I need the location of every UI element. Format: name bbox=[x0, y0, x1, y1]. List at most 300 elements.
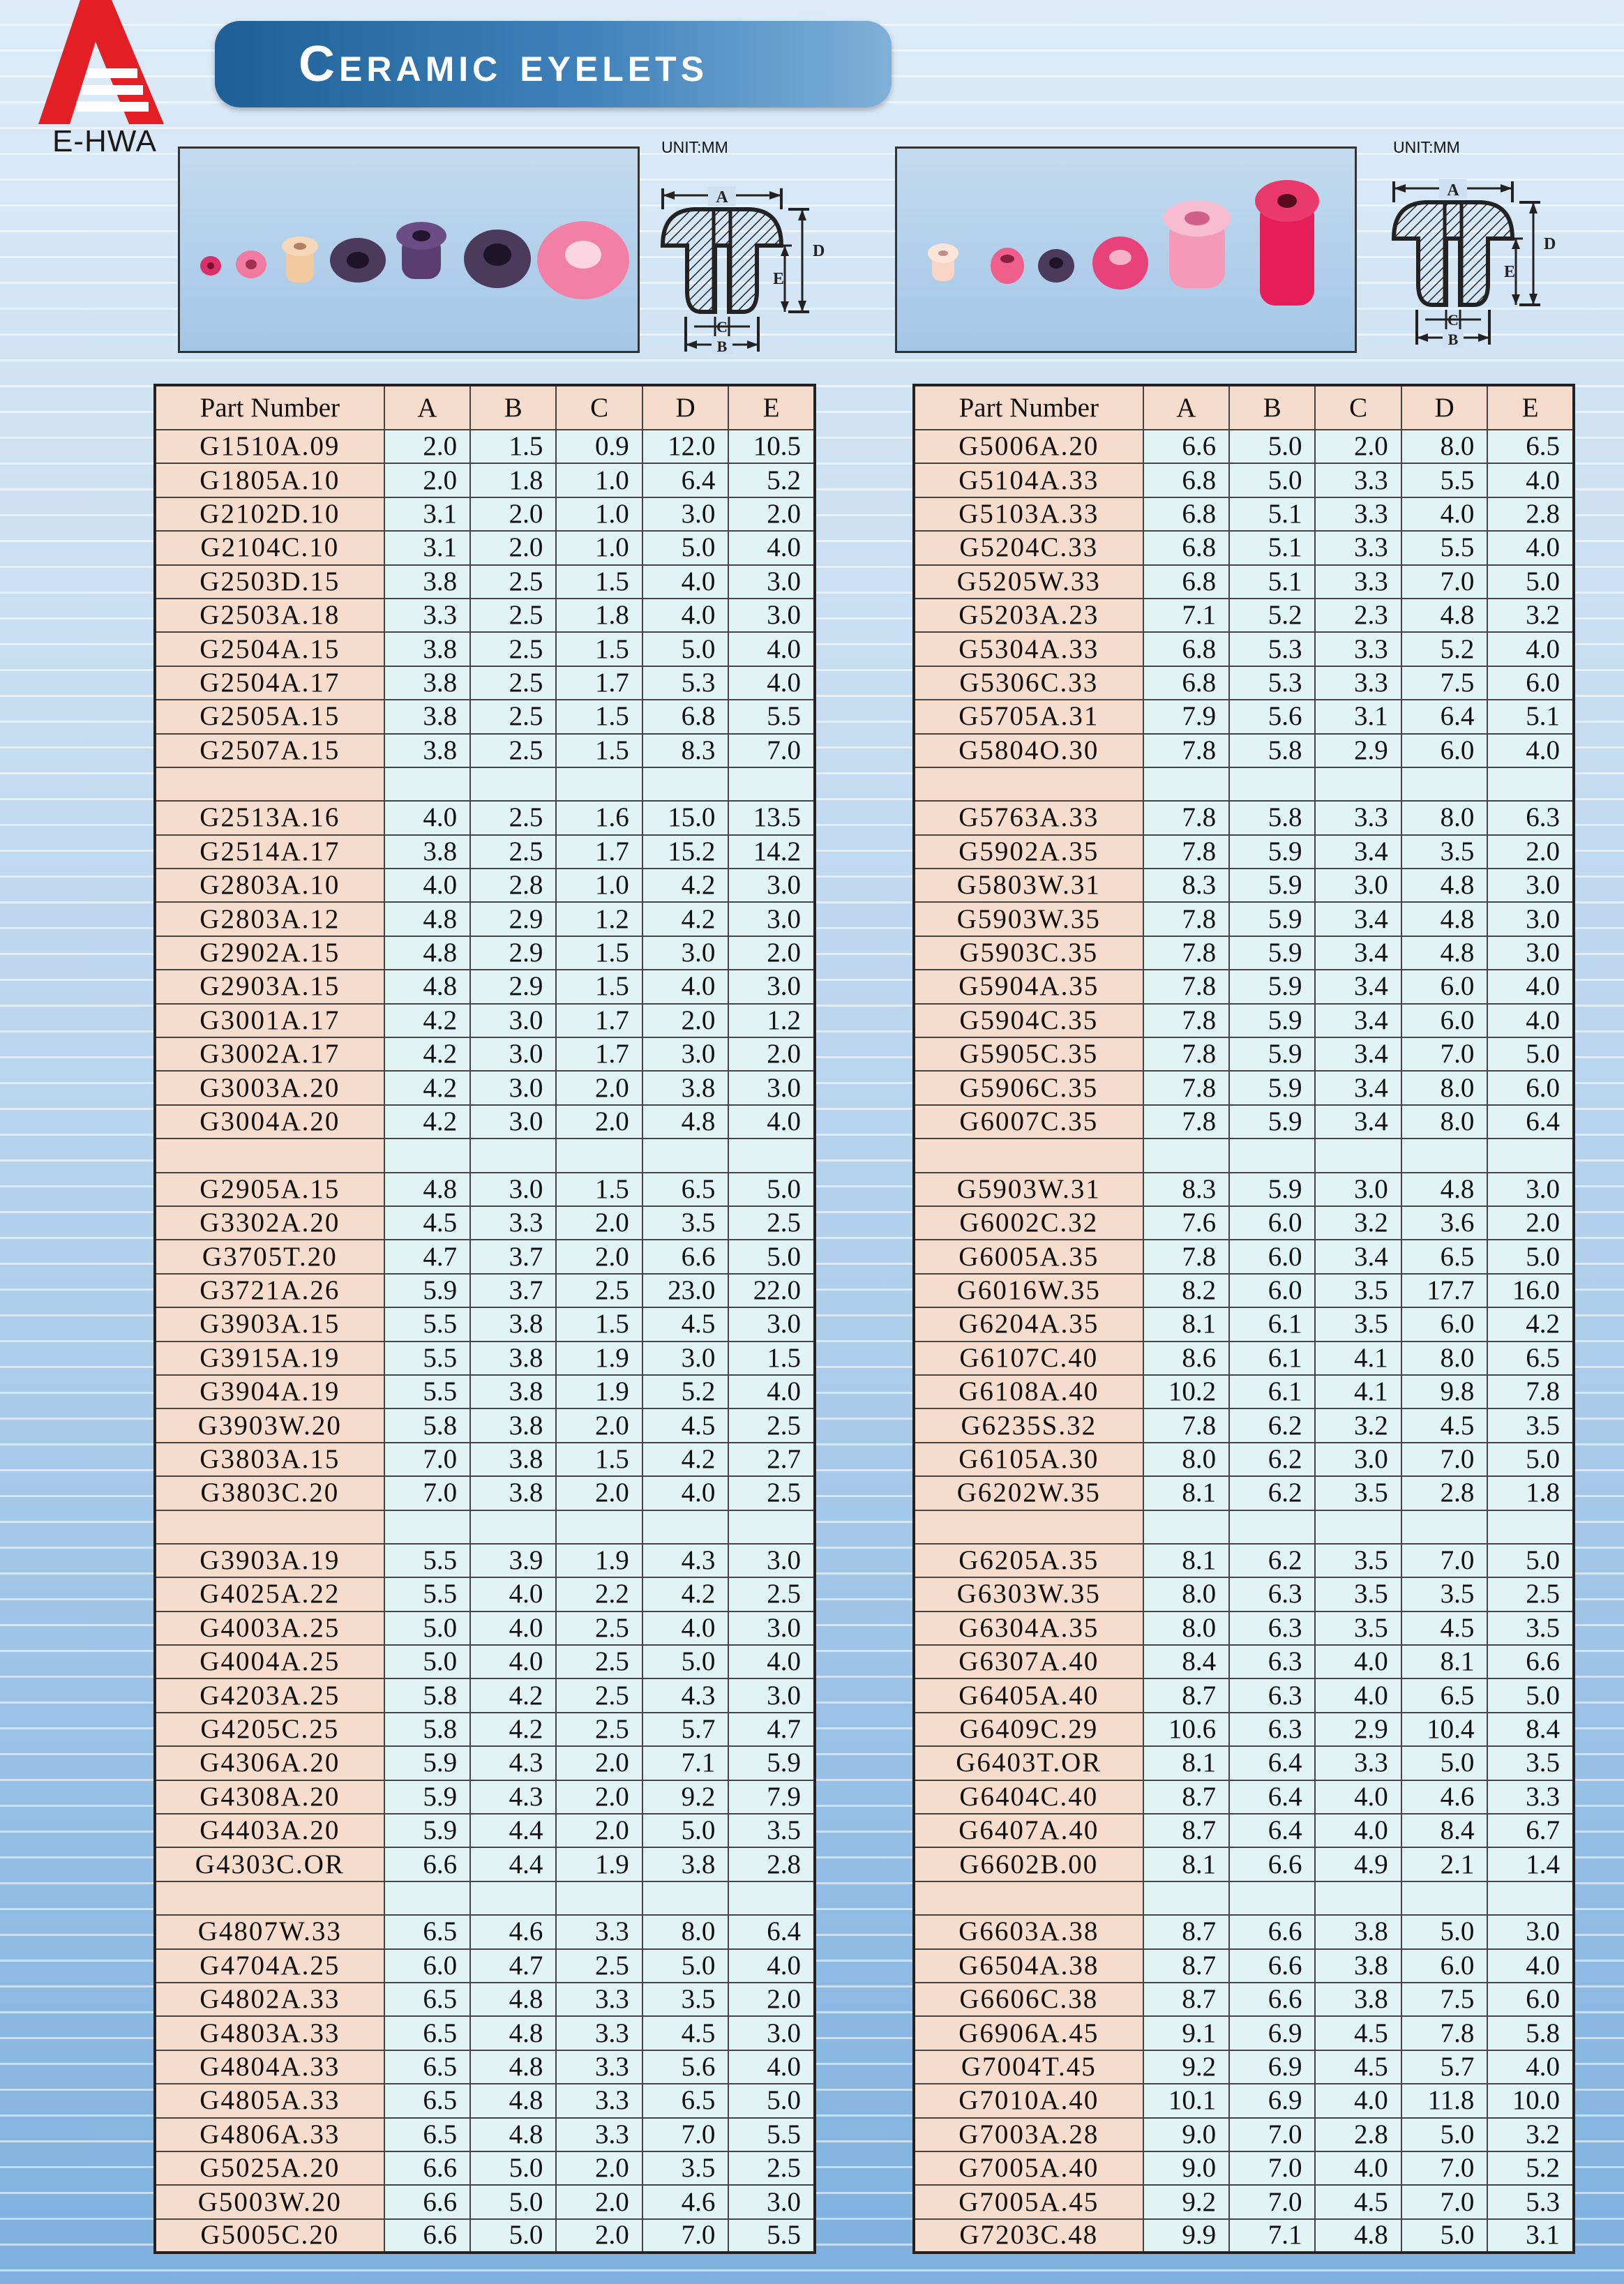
dimension-cell-b: 4.2 bbox=[470, 1678, 556, 1712]
column-header-d: D bbox=[1401, 385, 1488, 430]
dimension-cell-d: 2.0 bbox=[642, 1004, 729, 1037]
dimension-cell-a bbox=[1143, 1139, 1230, 1172]
dimension-cell-a: 9.0 bbox=[1143, 2151, 1230, 2185]
part-number-cell: G6404C.40 bbox=[914, 1780, 1143, 1814]
table-row bbox=[914, 2016, 1574, 2050]
dimension-cell-e: 3.3 bbox=[1487, 1780, 1574, 1814]
dimension-cell-a: 4.2 bbox=[384, 1105, 470, 1139]
dimension-cell-c: 2.0 bbox=[556, 2185, 642, 2218]
part-number-cell: G5003W.20 bbox=[155, 2185, 384, 2218]
title-banner bbox=[215, 21, 892, 107]
dimension-cell-e: 6.7 bbox=[1487, 1814, 1574, 1847]
dimension-cell-c: 2.2 bbox=[556, 1577, 642, 1611]
dimension-cell-d: 8.3 bbox=[642, 734, 729, 767]
dimension-cell-a: 8.6 bbox=[1143, 1342, 1230, 1375]
part-number-cell: G2507A.15 bbox=[155, 734, 384, 767]
dimension-cell-c: 3.2 bbox=[1315, 1408, 1401, 1442]
dimension-cell-c bbox=[556, 1139, 642, 1172]
dimension-cell-b bbox=[1229, 767, 1315, 801]
dimension-cell-e: 2.5 bbox=[728, 1577, 815, 1611]
dimension-cell-c: 2.0 bbox=[556, 1780, 642, 1814]
page-title: Ceramic eyelets bbox=[299, 36, 709, 92]
dimension-cell-d: 3.0 bbox=[642, 497, 729, 531]
table-row bbox=[914, 2151, 1574, 2185]
dimension-cell-d: 4.3 bbox=[642, 1678, 729, 1712]
dimension-cell-c: 1.0 bbox=[556, 463, 642, 497]
dimension-cell-e: 4.0 bbox=[1487, 2050, 1574, 2084]
dimension-cell-b: 5.2 bbox=[1229, 599, 1315, 632]
table-row bbox=[155, 1408, 815, 1442]
dimension-cell-a bbox=[1143, 1510, 1230, 1544]
dimension-cell-e: 5.0 bbox=[1487, 1544, 1574, 1577]
dimension-cell-c: 1.7 bbox=[556, 1037, 642, 1071]
dimension-cell-b: 4.4 bbox=[470, 1814, 556, 1847]
dimension-cell-d: 9.2 bbox=[642, 1780, 729, 1814]
dimension-cell-a: 7.8 bbox=[1143, 1071, 1230, 1104]
table-row bbox=[914, 1780, 1574, 1814]
dimension-cell-c: 1.7 bbox=[556, 835, 642, 869]
dimension-cell-d: 3.8 bbox=[642, 1071, 729, 1104]
dimension-cell-b: 6.2 bbox=[1229, 1443, 1315, 1476]
dimension-cell-d: 12.0 bbox=[642, 430, 729, 463]
dimension-cell-d: 8.0 bbox=[642, 1915, 729, 1948]
table-row bbox=[914, 1206, 1574, 1240]
part-number-cell: G4804A.33 bbox=[155, 2050, 384, 2084]
table-row bbox=[155, 497, 815, 531]
dimension-cell-c: 3.0 bbox=[1315, 1443, 1401, 1476]
table-row bbox=[155, 801, 815, 834]
part-number-cell: G5005C.20 bbox=[155, 2219, 384, 2253]
table-row bbox=[914, 1004, 1574, 1037]
eyelet-spec-table-left bbox=[153, 384, 816, 2254]
part-number-cell: G5205W.33 bbox=[914, 565, 1143, 599]
dimension-cell-b: 6.0 bbox=[1229, 1240, 1315, 1273]
part-number-cell: G2803A.10 bbox=[155, 869, 384, 902]
dimension-cell-a: 7.8 bbox=[1143, 970, 1230, 1003]
dimension-cell-e: 5.8 bbox=[1487, 2016, 1574, 2050]
dimension-cell-a: 3.1 bbox=[384, 497, 470, 531]
part-number-cell: G2503D.15 bbox=[155, 565, 384, 599]
table-row bbox=[155, 1915, 815, 1948]
dimension-cell-b: 5.9 bbox=[1229, 1037, 1315, 1071]
dimension-cell-b: 4.0 bbox=[470, 1577, 556, 1611]
dimension-cell-a: 7.8 bbox=[1143, 1240, 1230, 1273]
part-number-cell bbox=[914, 767, 1143, 801]
table-row bbox=[155, 936, 815, 970]
dimension-cell-d bbox=[1401, 767, 1488, 801]
dimension-cell-e: 2.5 bbox=[728, 1408, 815, 1442]
dimension-cell-a: 4.0 bbox=[384, 869, 470, 902]
table-spacer-row bbox=[155, 1139, 815, 1172]
unit-label-right: UNIT:MM bbox=[1393, 138, 1460, 156]
part-number-cell: G3721A.26 bbox=[155, 1274, 384, 1307]
table-row bbox=[914, 1847, 1574, 1881]
part-number-cell: G4403A.20 bbox=[155, 1814, 384, 1847]
dimension-cell-a: 5.0 bbox=[384, 1611, 470, 1645]
dimension-cell-a: 2.0 bbox=[384, 463, 470, 497]
dimension-cell-a: 3.8 bbox=[384, 835, 470, 869]
part-number-cell: G2903A.15 bbox=[155, 970, 384, 1003]
dimension-cell-c: 1.5 bbox=[556, 1443, 642, 1476]
table-row bbox=[155, 1645, 815, 1678]
dimension-cell-a: 8.7 bbox=[1143, 1949, 1230, 1983]
dimension-cell-a: 2.0 bbox=[384, 430, 470, 463]
dimension-cell-a: 8.7 bbox=[1143, 1915, 1230, 1948]
table-row bbox=[155, 1476, 815, 1510]
dimension-cell-e: 4.7 bbox=[728, 1713, 815, 1746]
table-row bbox=[155, 1577, 815, 1611]
dim-b-label: B bbox=[716, 338, 728, 355]
dimension-cell-b: 6.0 bbox=[1229, 1206, 1315, 1240]
dimension-cell-c: 4.8 bbox=[1315, 2219, 1401, 2253]
table-header-row bbox=[155, 385, 815, 430]
brand-name: E-HWA bbox=[52, 124, 158, 158]
column-header-c: C bbox=[556, 385, 642, 430]
dim-e-label: E bbox=[1504, 263, 1516, 281]
table-row bbox=[155, 1713, 815, 1746]
dimension-cell-d: 4.5 bbox=[1401, 1408, 1488, 1442]
dimension-cell-a: 8.0 bbox=[1143, 1577, 1230, 1611]
part-number-cell: G4205C.25 bbox=[155, 1713, 384, 1746]
part-number-cell: G7010A.40 bbox=[914, 2084, 1143, 2117]
dimension-cell-a: 8.0 bbox=[1143, 1443, 1230, 1476]
dimension-cell-d: 15.0 bbox=[642, 801, 729, 834]
part-number-cell: G6205A.35 bbox=[914, 1544, 1143, 1577]
dimension-cell-b: 7.1 bbox=[1229, 2219, 1315, 2253]
dimension-cell-e: 3.0 bbox=[728, 869, 815, 902]
table-row bbox=[155, 2016, 815, 2050]
dimension-cell-a: 4.8 bbox=[384, 970, 470, 1003]
part-number-cell: G6107C.40 bbox=[914, 1342, 1143, 1375]
dimension-cell-b: 5.9 bbox=[1229, 1004, 1315, 1037]
dimension-cell-b: 6.3 bbox=[1229, 1713, 1315, 1746]
dimension-cell-b: 2.5 bbox=[470, 835, 556, 869]
dimension-cell-a: 10.2 bbox=[1143, 1375, 1230, 1408]
dimension-cell-c: 4.9 bbox=[1315, 1847, 1401, 1881]
dimension-cell-d: 2.1 bbox=[1401, 1847, 1488, 1881]
dimension-cell-b: 3.8 bbox=[470, 1408, 556, 1442]
part-number-cell: G3915A.19 bbox=[155, 1342, 384, 1375]
dimension-cell-c: 1.9 bbox=[556, 1342, 642, 1375]
table-row bbox=[914, 1240, 1574, 1273]
dimension-cell-c: 3.3 bbox=[556, 2084, 642, 2117]
dimension-cell-b: 6.3 bbox=[1229, 1645, 1315, 1678]
table-row bbox=[155, 1307, 815, 1341]
dimension-cell-e: 16.0 bbox=[1487, 1274, 1574, 1307]
dimension-cell-b: 4.0 bbox=[470, 1611, 556, 1645]
dimension-cell-a bbox=[1143, 1881, 1230, 1915]
part-number-cell: G3003A.20 bbox=[155, 1071, 384, 1104]
dimension-cell-a: 5.8 bbox=[384, 1678, 470, 1712]
dimension-cell-d: 4.0 bbox=[642, 970, 729, 1003]
ehwa-logo-mark bbox=[38, 0, 171, 126]
dimension-cell-b: 4.8 bbox=[470, 2084, 556, 2117]
dimension-cell-b bbox=[1229, 1139, 1315, 1172]
dimension-cell-c: 3.3 bbox=[1315, 565, 1401, 599]
table-row bbox=[914, 1071, 1574, 1104]
product-photo-right bbox=[895, 146, 1357, 353]
dim-e-label: E bbox=[773, 270, 785, 288]
table-row bbox=[914, 1274, 1574, 1307]
dimension-cell-b: 6.6 bbox=[1229, 1915, 1315, 1948]
dimension-cell-e: 6.6 bbox=[1487, 1645, 1574, 1678]
part-number-cell: G3705T.20 bbox=[155, 1240, 384, 1273]
dimension-cell-e: 3.2 bbox=[1487, 599, 1574, 632]
dimension-cell-b: 3.0 bbox=[470, 1173, 556, 1206]
dimension-cell-c: 2.0 bbox=[556, 1240, 642, 1273]
dimension-cell-a: 6.5 bbox=[384, 2084, 470, 2117]
dimension-cell-b: 6.0 bbox=[1229, 1274, 1315, 1307]
dimension-cell-a: 6.6 bbox=[384, 2151, 470, 2185]
dimension-cell-a: 7.8 bbox=[1143, 1105, 1230, 1139]
table-row bbox=[914, 902, 1574, 936]
dimension-cell-c: 3.0 bbox=[1315, 869, 1401, 902]
dimension-cell-a: 8.2 bbox=[1143, 1274, 1230, 1307]
dimension-cell-c: 4.5 bbox=[1315, 2185, 1401, 2218]
part-number-cell: G5903W.35 bbox=[914, 902, 1143, 936]
dimension-cell-b: 1.5 bbox=[470, 430, 556, 463]
dimension-cell-a: 7.8 bbox=[1143, 734, 1230, 767]
dimension-cell-a bbox=[384, 1139, 470, 1172]
dimension-cell-c: 3.5 bbox=[1315, 1476, 1401, 1510]
dimension-cell-e: 3.5 bbox=[1487, 1408, 1574, 1442]
table-row bbox=[914, 632, 1574, 666]
dimension-cell-b: 3.8 bbox=[470, 1342, 556, 1375]
table-row bbox=[914, 2118, 1574, 2151]
dim-c-label: C bbox=[1448, 311, 1459, 329]
part-number-cell: G4807W.33 bbox=[155, 1915, 384, 1948]
part-number-cell: G6407A.40 bbox=[914, 1814, 1143, 1847]
dimension-cell-e: 5.0 bbox=[728, 1240, 815, 1273]
table-row bbox=[155, 1780, 815, 1814]
dimension-cell-d: 8.0 bbox=[1401, 801, 1488, 834]
dimension-cell-d bbox=[1401, 1510, 1488, 1544]
dimension-cell-c: 3.3 bbox=[1315, 666, 1401, 700]
dimension-cell-e: 5.5 bbox=[728, 2118, 815, 2151]
table-row bbox=[914, 734, 1574, 767]
part-number-cell: G7003A.28 bbox=[914, 2118, 1143, 2151]
dimension-cell-d: 15.2 bbox=[642, 835, 729, 869]
table-row bbox=[914, 666, 1574, 700]
part-number-cell: G4805A.33 bbox=[155, 2084, 384, 2117]
dimension-cell-c: 3.5 bbox=[1315, 1274, 1401, 1307]
dimension-cell-b: 5.9 bbox=[1229, 936, 1315, 970]
dimension-cell-c: 2.9 bbox=[1315, 1713, 1401, 1746]
table-row bbox=[155, 869, 815, 902]
table-row bbox=[914, 1443, 1574, 1476]
dimension-cell-d: 3.5 bbox=[642, 2151, 729, 2185]
table-row bbox=[914, 970, 1574, 1003]
part-number-cell: G5204C.33 bbox=[914, 531, 1143, 564]
dimension-cell-e: 2.0 bbox=[728, 1037, 815, 1071]
table-row bbox=[155, 1240, 815, 1273]
dimension-cell-b: 6.3 bbox=[1229, 1577, 1315, 1611]
part-number-cell: G6108A.40 bbox=[914, 1375, 1143, 1408]
dimension-cell-c: 4.0 bbox=[1315, 1678, 1401, 1712]
dimension-cell-a: 3.3 bbox=[384, 599, 470, 632]
part-number-cell bbox=[914, 1510, 1143, 1544]
dimension-cell-c: 2.0 bbox=[556, 2151, 642, 2185]
dim-a-label: A bbox=[716, 188, 728, 206]
dimension-cell-a bbox=[1143, 767, 1230, 801]
dimension-cell-b: 4.8 bbox=[470, 2050, 556, 2084]
table-row bbox=[155, 565, 815, 599]
table-row bbox=[155, 2084, 815, 2117]
dimension-cell-e: 13.5 bbox=[728, 801, 815, 834]
dimension-cell-b: 1.8 bbox=[470, 463, 556, 497]
dimension-cell-d: 7.0 bbox=[642, 2219, 729, 2253]
part-number-cell: G6307A.40 bbox=[914, 1645, 1143, 1678]
table-row bbox=[914, 1105, 1574, 1139]
dimension-cell-c: 3.3 bbox=[556, 1915, 642, 1948]
dimension-cell-b: 3.9 bbox=[470, 1544, 556, 1577]
dimension-cell-c: 3.3 bbox=[556, 1983, 642, 2016]
dimension-cell-b bbox=[470, 1510, 556, 1544]
column-header-a: A bbox=[384, 385, 470, 430]
dimension-cell-d: 4.8 bbox=[1401, 599, 1488, 632]
dimension-cell-c: 3.5 bbox=[1315, 1307, 1401, 1341]
dimension-cell-c: 1.5 bbox=[556, 734, 642, 767]
part-number-cell: G5006A.20 bbox=[914, 430, 1143, 463]
dimension-cell-c: 3.4 bbox=[1315, 1240, 1401, 1273]
part-number-cell: G5763A.33 bbox=[914, 801, 1143, 834]
part-number-cell: G6007C.35 bbox=[914, 1105, 1143, 1139]
dimension-cell-d: 4.5 bbox=[642, 1307, 729, 1341]
dimension-cell-e: 6.4 bbox=[1487, 1105, 1574, 1139]
dimension-cell-b: 7.0 bbox=[1229, 2118, 1315, 2151]
dimension-cell-d: 4.6 bbox=[642, 2185, 729, 2218]
dimension-cell-a: 9.0 bbox=[1143, 2118, 1230, 2151]
dimension-cell-e: 3.0 bbox=[728, 2185, 815, 2218]
dimension-cell-e: 3.0 bbox=[728, 1678, 815, 1712]
dimension-cell-e: 3.0 bbox=[1487, 1915, 1574, 1948]
unit-label-left: UNIT:MM bbox=[661, 138, 728, 156]
part-number-cell: G6204A.35 bbox=[914, 1307, 1143, 1341]
dimension-cell-b: 5.9 bbox=[1229, 1105, 1315, 1139]
dimension-cell-b: 2.5 bbox=[470, 599, 556, 632]
dimension-cell-d: 4.2 bbox=[642, 902, 729, 936]
part-number-cell: G2505A.15 bbox=[155, 700, 384, 733]
dimension-cell-e: 4.0 bbox=[728, 1105, 815, 1139]
dimension-cell-d: 7.0 bbox=[1401, 2151, 1488, 2185]
dimension-cell-a bbox=[384, 1881, 470, 1915]
dimension-cell-b: 3.8 bbox=[470, 1307, 556, 1341]
dimension-cell-d: 3.0 bbox=[642, 1342, 729, 1375]
dimension-cell-a: 5.9 bbox=[384, 1780, 470, 1814]
dimension-cell-d: 4.0 bbox=[642, 1611, 729, 1645]
dimension-cell-a: 10.6 bbox=[1143, 1713, 1230, 1746]
dimension-cell-e: 4.0 bbox=[1487, 463, 1574, 497]
dimension-cell-e: 1.5 bbox=[728, 1342, 815, 1375]
table-row bbox=[155, 1949, 815, 1983]
dimension-cell-a: 8.1 bbox=[1143, 1476, 1230, 1510]
dimension-cell-c: 3.4 bbox=[1315, 936, 1401, 970]
table-row bbox=[155, 2118, 815, 2151]
table-row bbox=[914, 1037, 1574, 1071]
table-row bbox=[914, 1746, 1574, 1780]
column-header-b: B bbox=[470, 385, 556, 430]
dimension-cell-d: 5.7 bbox=[642, 1713, 729, 1746]
dimension-cell-d: 4.8 bbox=[642, 1105, 729, 1139]
dimension-cell-b: 6.9 bbox=[1229, 2050, 1315, 2084]
part-number-cell: G3904A.19 bbox=[155, 1375, 384, 1408]
dimension-cell-b bbox=[470, 1139, 556, 1172]
part-number-cell: G5904C.35 bbox=[914, 1004, 1143, 1037]
dimension-cell-d: 5.7 bbox=[1401, 2050, 1488, 2084]
part-number-cell: G5104A.33 bbox=[914, 463, 1143, 497]
dimension-cell-d: 6.0 bbox=[1401, 970, 1488, 1003]
part-number-cell: G7203C.48 bbox=[914, 2219, 1143, 2253]
table-row bbox=[155, 2219, 815, 2253]
dimension-cell-c: 2.0 bbox=[556, 1408, 642, 1442]
dimension-cell-c: 1.8 bbox=[556, 599, 642, 632]
dimension-cell-b: 6.6 bbox=[1229, 1847, 1315, 1881]
table-row bbox=[155, 734, 815, 767]
table-row bbox=[914, 2185, 1574, 2218]
dimension-cell-e: 3.1 bbox=[1487, 2219, 1574, 2253]
part-number-cell: G2104C.10 bbox=[155, 531, 384, 564]
part-number-cell: G3903W.20 bbox=[155, 1408, 384, 1442]
dimension-cell-b: 5.9 bbox=[1229, 835, 1315, 869]
dimension-cell-a: 7.8 bbox=[1143, 1408, 1230, 1442]
dimension-cell-a: 5.8 bbox=[384, 1713, 470, 1746]
dimension-cell-e: 3.0 bbox=[1487, 869, 1574, 902]
part-number-cell: G2803A.12 bbox=[155, 902, 384, 936]
table-row bbox=[155, 1611, 815, 1645]
dimension-cell-a: 4.0 bbox=[384, 801, 470, 834]
dimension-cell-b: 4.3 bbox=[470, 1780, 556, 1814]
dimension-cell-a: 9.1 bbox=[1143, 2016, 1230, 2050]
dimension-cell-b: 3.0 bbox=[470, 1004, 556, 1037]
dimension-cell-c: 2.0 bbox=[556, 1814, 642, 1847]
dimension-cell-b: 4.8 bbox=[470, 2118, 556, 2151]
dimension-cell-d: 5.2 bbox=[642, 1375, 729, 1408]
dimension-cell-b: 6.6 bbox=[1229, 1949, 1315, 1983]
part-number-cell: G3803A.15 bbox=[155, 1443, 384, 1476]
dimension-cell-a: 4.2 bbox=[384, 1037, 470, 1071]
dimension-cell-c: 4.0 bbox=[1315, 2151, 1401, 2185]
table-row bbox=[155, 1037, 815, 1071]
dimension-cell-b: 5.9 bbox=[1229, 902, 1315, 936]
dimension-cell-c: 1.5 bbox=[556, 632, 642, 666]
dimension-cell-d: 4.5 bbox=[642, 1408, 729, 1442]
part-number-cell: G4306A.20 bbox=[155, 1746, 384, 1780]
dimension-cell-e: 3.2 bbox=[1487, 2118, 1574, 2151]
part-number-cell: G6603A.38 bbox=[914, 1915, 1143, 1948]
dimension-cell-b bbox=[470, 1881, 556, 1915]
dimension-cell-e: 5.0 bbox=[728, 2084, 815, 2117]
dim-b-label: B bbox=[1448, 331, 1459, 348]
dimension-cell-b: 5.1 bbox=[1229, 531, 1315, 564]
part-number-cell: G3803C.20 bbox=[155, 1476, 384, 1510]
dimension-cell-c: 3.0 bbox=[1315, 1173, 1401, 1206]
dimension-cell-d: 4.2 bbox=[642, 1577, 729, 1611]
dimension-cell-e: 6.3 bbox=[1487, 801, 1574, 834]
dimension-cell-c: 3.4 bbox=[1315, 1071, 1401, 1104]
dimension-cell-e: 4.0 bbox=[728, 1645, 815, 1678]
dimension-cell-e: 5.0 bbox=[1487, 1037, 1574, 1071]
part-number-cell: G4803A.33 bbox=[155, 2016, 384, 2050]
part-number-cell: G5906C.35 bbox=[914, 1071, 1143, 1104]
dimension-cell-d: 5.3 bbox=[642, 666, 729, 700]
table-row bbox=[155, 902, 815, 936]
part-number-cell: G1510A.09 bbox=[155, 430, 384, 463]
dimension-cell-d: 4.6 bbox=[1401, 1780, 1488, 1814]
table-row bbox=[155, 430, 815, 463]
dimension-cell-a: 5.8 bbox=[384, 1408, 470, 1442]
table-row bbox=[155, 970, 815, 1003]
dimension-cell-a: 6.6 bbox=[384, 1847, 470, 1881]
